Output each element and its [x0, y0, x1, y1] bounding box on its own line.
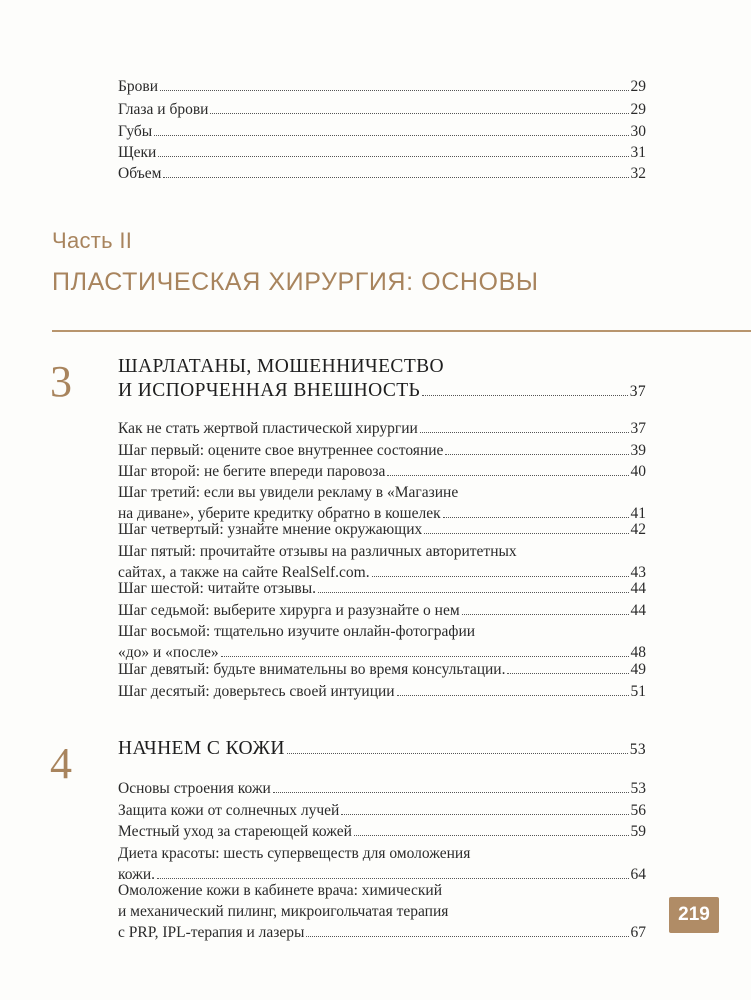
- toc-entry: [118, 600, 646, 621]
- entry-title: Глаза и брови: [118, 101, 209, 118]
- leader-dots: [318, 592, 628, 593]
- toc-entry: [118, 778, 646, 799]
- entry-page: 32: [630, 165, 646, 182]
- entry-title: Защита кожи от солнечных лучей: [118, 802, 340, 819]
- entry-title: на диване», уберите кредитку обратно в кошелек: [118, 505, 441, 522]
- chapter-title: [118, 355, 646, 404]
- chapter-page: 53: [629, 741, 646, 758]
- toc-entry: [118, 461, 646, 482]
- entry-page: 67: [630, 924, 646, 941]
- entry-page: 48: [630, 644, 646, 661]
- toc-entry: [118, 99, 646, 120]
- entry-page: 29: [630, 78, 646, 95]
- entry-page: 43: [630, 564, 646, 581]
- part-label: Часть II: [52, 228, 133, 253]
- entry-page: 59: [630, 823, 646, 840]
- entry-title-line: Омоложение кожи в кабинете врача: химический: [118, 882, 443, 899]
- leader-dots: [507, 673, 628, 674]
- leader-dots: [221, 656, 629, 657]
- toc-entry: [118, 681, 646, 702]
- leader-dots: [424, 533, 628, 534]
- chapter-number: 3: [50, 357, 72, 406]
- entry-title: Шаг шестой: читайте отзывы.: [118, 580, 317, 597]
- entry-title: Как не стать жертвой пластической хирургии: [118, 420, 418, 437]
- entry-title-line: Шаг восьмой: тщательно изучите онлайн-фотографии: [118, 623, 476, 640]
- entry-title: «до» и «после»: [118, 644, 219, 661]
- entry-title: Местный уход за стареющей кожей: [118, 823, 352, 840]
- chapter-title-line: ШАРЛАТАНЫ, МОШЕННИЧЕСТВО: [118, 356, 445, 377]
- divider: [52, 330, 751, 332]
- entry-title: сайтах, а также на сайте RealSelf.com.: [118, 564, 370, 581]
- toc-entry: [118, 843, 646, 885]
- leader-dots: [422, 395, 628, 396]
- entry-title-line: Шаг третий: если вы увидели рекламу в «Магазине: [118, 484, 459, 501]
- entry-title-line: Диета красоты: шесть супервеществ для омоложения: [118, 845, 471, 862]
- toc-entry: [118, 121, 646, 142]
- chapter-title-line: И ИСПОРЧЕННАЯ ВНЕШНОСТЬ: [118, 380, 421, 401]
- entry-title: Шаг четвертый: узнайте мнение окружающих: [118, 521, 423, 538]
- leader-dots: [445, 454, 628, 455]
- leader-dots: [354, 835, 629, 836]
- toc-entry: [118, 578, 646, 599]
- page-number-badge: 219: [669, 897, 719, 933]
- entry-page: 44: [630, 602, 646, 619]
- entry-page: 49: [630, 661, 646, 678]
- entry-page: 39: [630, 442, 646, 459]
- entry-page: 56: [630, 802, 646, 819]
- leader-dots: [210, 113, 628, 114]
- entry-title: Основы строения кожи: [118, 780, 271, 797]
- entry-page: 30: [630, 123, 646, 140]
- part-title: ПЛАСТИЧЕСКАЯ ХИРУРГИЯ: ОСНОВЫ: [52, 268, 539, 296]
- entry-page: 41: [630, 505, 646, 522]
- leader-dots: [341, 814, 628, 815]
- leader-dots: [420, 432, 629, 433]
- entry-title-line: и механический пилинг, микроигольчатая терапия: [118, 903, 449, 920]
- entry-page: 51: [630, 683, 646, 700]
- entry-title: Шаг девятый: будьте внимательны во время консультации.: [118, 661, 506, 678]
- entry-page: 53: [630, 780, 646, 797]
- entry-title: Губы: [118, 123, 153, 140]
- leader-dots: [397, 695, 629, 696]
- toc-entry: [118, 800, 646, 821]
- leader-dots: [387, 475, 628, 476]
- toc-entry: [118, 541, 646, 583]
- entry-title: Шаг второй: не бегите впереди паровоза: [118, 463, 386, 480]
- toc-entry: [118, 659, 646, 680]
- leader-dots: [287, 753, 628, 754]
- toc-entry: [118, 621, 646, 663]
- toc-entry: [118, 142, 646, 163]
- entry-page: 40: [630, 463, 646, 480]
- toc-entry: [118, 482, 646, 524]
- entry-title: Объем: [118, 165, 162, 182]
- entry-title: Шаг первый: оцените свое внутреннее состояние: [118, 442, 444, 459]
- leader-dots: [306, 936, 628, 937]
- toc-entry: [118, 163, 646, 184]
- toc-entry: [118, 418, 646, 439]
- chapter-title: [118, 737, 646, 762]
- entry-page: 64: [630, 866, 646, 883]
- entry-page: 31: [630, 144, 646, 161]
- leader-dots: [158, 156, 628, 157]
- toc-entry: [118, 821, 646, 842]
- leader-dots: [462, 614, 629, 615]
- toc-entry: [118, 880, 646, 943]
- entry-title: Брови: [118, 78, 159, 95]
- leader-dots: [160, 90, 628, 91]
- leader-dots: [443, 517, 629, 518]
- toc-entry: [118, 519, 646, 540]
- chapter-number: 4: [50, 739, 72, 788]
- chapter-title-line: НАЧНЕМ С КОЖИ: [118, 738, 285, 759]
- leader-dots: [154, 135, 628, 136]
- entry-title: Щеки: [118, 144, 157, 161]
- chapter-page: 37: [629, 383, 646, 400]
- toc-entry: [118, 76, 646, 97]
- leader-dots: [273, 792, 629, 793]
- leader-dots: [163, 177, 628, 178]
- entry-title: Шаг седьмой: выберите хирурга и разузнайте о нем: [118, 602, 460, 619]
- entry-page: 44: [630, 580, 646, 597]
- entry-title: Шаг десятый: доверьтесь своей интуиции: [118, 683, 395, 700]
- entry-title-line: Шаг пятый: прочитайте отзывы на различных авторитетных: [118, 543, 517, 560]
- leader-dots: [372, 576, 629, 577]
- entry-page: 29: [630, 101, 646, 118]
- toc-entry: [118, 440, 646, 461]
- entry-page: 37: [630, 420, 646, 437]
- entry-title: кожи.: [118, 866, 155, 883]
- entry-title: с PRP, IPL-терапия и лазеры: [118, 924, 305, 941]
- entry-page: 42: [630, 521, 646, 538]
- leader-dots: [157, 878, 629, 879]
